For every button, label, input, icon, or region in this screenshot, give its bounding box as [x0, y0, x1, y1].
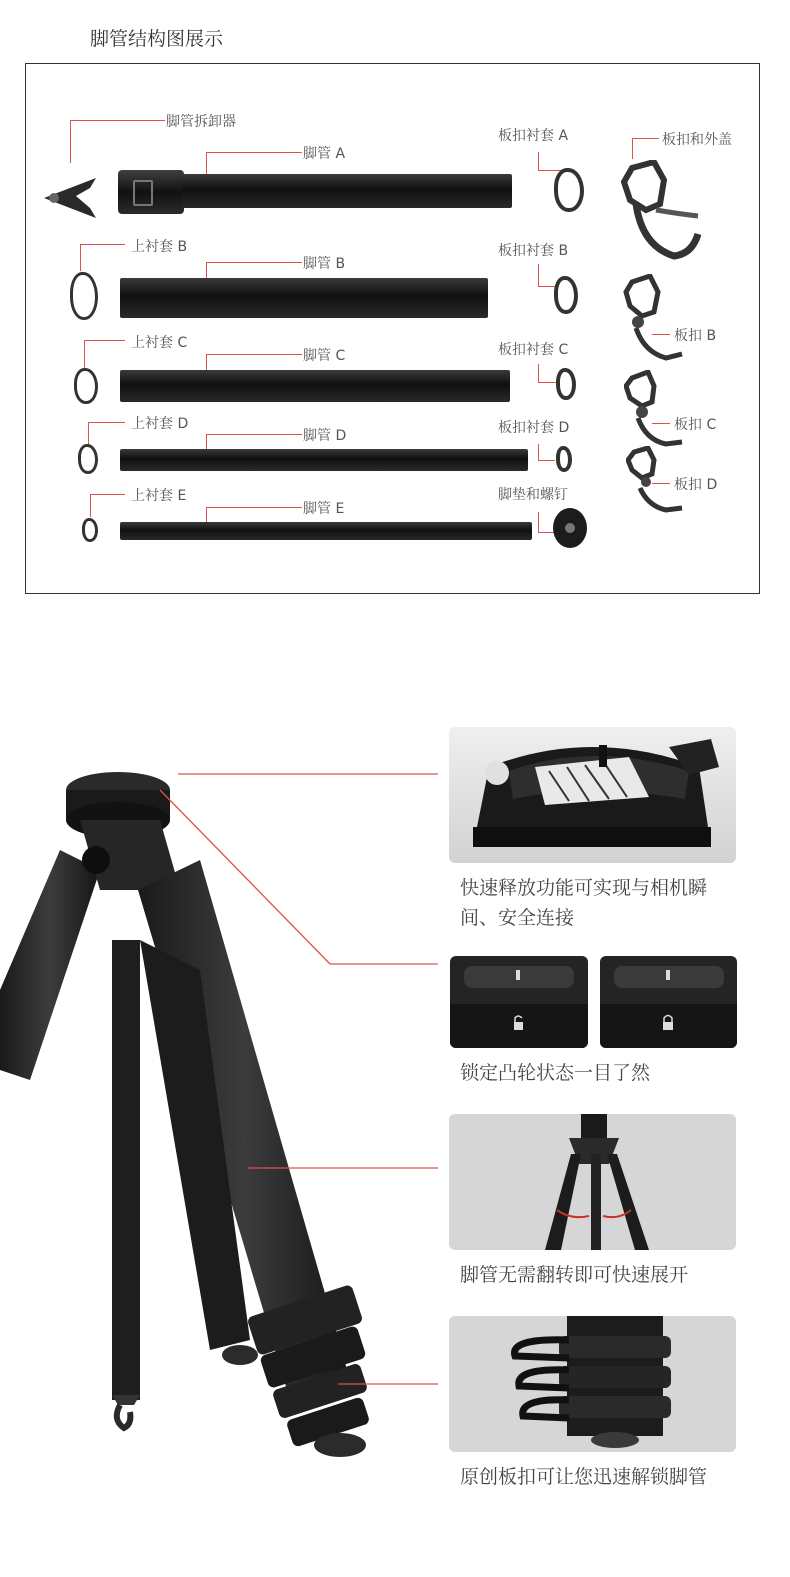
label-remover: 脚管拆卸器 — [166, 114, 236, 130]
label-liner-a: 板扣衬套 A — [498, 128, 569, 144]
upper-bushing-b-image — [70, 272, 98, 320]
leg-deploy-caption: 脚管无需翻转即可快速展开 — [460, 1264, 689, 1286]
leg-e-image — [120, 522, 532, 540]
label-leg-b: 脚管 B — [303, 256, 346, 272]
leg-deploy-photo — [449, 1114, 736, 1250]
quick-release-caption-line2: 间、安全连接 — [460, 907, 575, 929]
leg-b-image — [120, 278, 488, 318]
label-upper-d: 上衬套 D — [131, 416, 189, 432]
clip-liner-c-image — [556, 368, 576, 400]
cam-lock-caption: 锁定凸轮状态一目了然 — [460, 1062, 651, 1084]
section-title: 脚管结构图展示 — [90, 28, 224, 50]
label-clip-c: 板扣 C — [674, 417, 717, 433]
leg-remover-tool-image — [40, 174, 102, 222]
leader-upper-b — [80, 244, 125, 271]
leader-liner-d — [538, 444, 555, 461]
upper-bushing-e-image — [82, 518, 98, 542]
label-clip-b: 板扣 B — [674, 328, 717, 344]
leg-a-collar-window — [133, 180, 153, 206]
clip-b-image — [622, 274, 692, 364]
label-clip-cover: 板扣和外盖 — [662, 132, 732, 148]
label-leg-d: 脚管 D — [303, 428, 347, 444]
clip-d-image — [626, 446, 688, 516]
clip-liner-b-image — [554, 276, 578, 314]
cam-unlocked-photo — [450, 956, 588, 1048]
label-liner-d: 板扣衬套 D — [498, 420, 570, 436]
leader-upper-d — [88, 422, 125, 445]
leader-upper-c — [84, 340, 125, 369]
clip-liner-a-image — [554, 168, 584, 212]
tripod-callout-lines — [150, 760, 450, 1400]
leg-d-image — [120, 449, 528, 471]
quick-release-photo — [449, 727, 736, 863]
label-upper-b: 上衬套 B — [131, 239, 188, 255]
leg-structure-diagram — [25, 63, 760, 594]
leg-clip-photo — [449, 1316, 736, 1452]
clip-c-image — [624, 370, 690, 450]
upper-bushing-d-image — [78, 444, 98, 474]
leg-c-image — [120, 370, 510, 402]
upper-bushing-c-image — [74, 368, 98, 404]
leader-clip-cover — [632, 138, 659, 159]
label-foot: 脚垫和螺钉 — [498, 487, 568, 503]
quick-release-caption-line1: 快速释放功能可实现与相机瞬 — [460, 877, 708, 899]
label-liner-c: 板扣衬套 C — [498, 342, 569, 358]
leader-upper-e — [90, 494, 125, 517]
label-liner-b: 板扣衬套 B — [498, 243, 569, 259]
leader-remover — [70, 120, 165, 163]
clip-and-cover-image — [616, 160, 706, 270]
label-leg-a: 脚管 A — [303, 146, 346, 162]
foot-and-screw-image — [550, 506, 590, 550]
label-clip-d: 板扣 D — [674, 477, 718, 493]
cam-locked-photo — [600, 956, 737, 1048]
leg-a-image — [182, 174, 512, 208]
leg-clip-caption: 原创板扣可让您迅速解锁脚管 — [460, 1466, 708, 1488]
clip-liner-d-image — [556, 446, 572, 472]
label-upper-c: 上衬套 C — [131, 335, 188, 351]
label-leg-c: 脚管 C — [303, 348, 346, 364]
label-leg-e: 脚管 E — [303, 501, 345, 517]
label-upper-e: 上衬套 E — [131, 488, 187, 504]
